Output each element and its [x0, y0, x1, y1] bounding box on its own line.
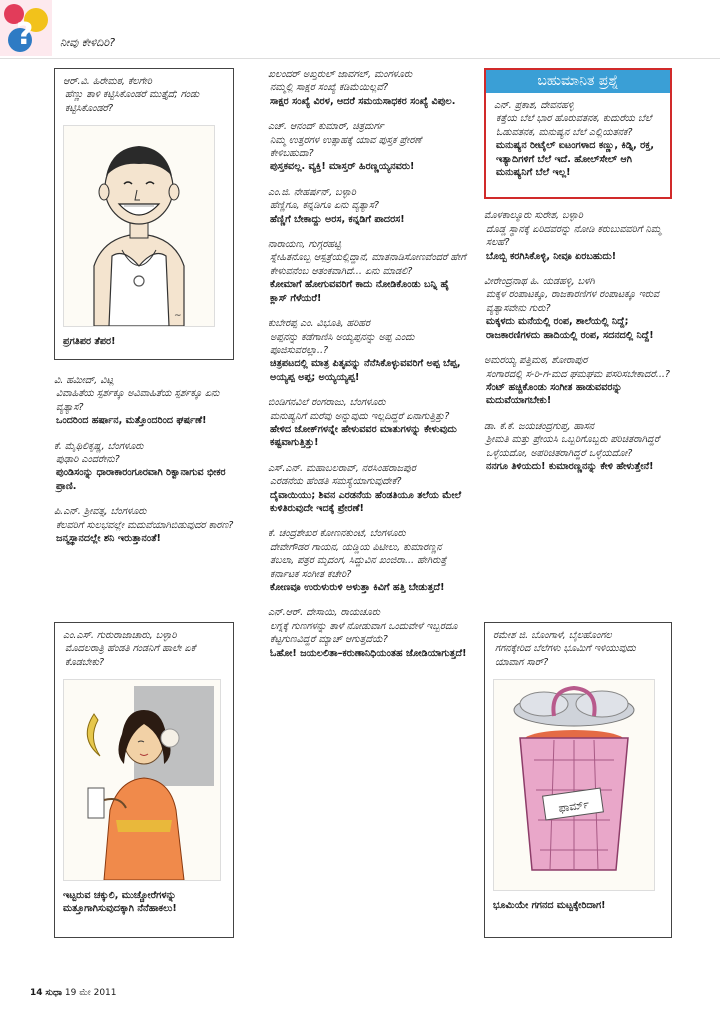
asker-name: ಅಮರಯ್ಯ ಪತ್ತಿಮಠ, ಶೋರಾಪುರ [484, 355, 588, 367]
page-title: ನೀವು ಕೇಳಿದಿರಿ? [60, 36, 116, 49]
asker-name: ಖಲಂದರ್ ಅಖ್ತರುಲ್ ಜಾವಗಲ್, ಮಂಗಳೂರು [268, 69, 413, 80]
answer-text: ಒಂದರಿಂದ ಹರ್ಷಾನ, ಮತ್ತೊಂದರಿಂದ ಘರ್ಷಣೆ! [56, 415, 207, 427]
asker-name: ಎಂ.ಜಿ. ನೇಹರ್ಷನ್, ಬಳ್ಳಾರಿ [268, 186, 356, 198]
question-text: ಹೆಣ್ಣು ತಾಳಿ ಕಟ್ಟಿಸಿಕೊಂಡರೆ ಮುತ್ತೈದೆ; ಗಂಡು ಕಟ್ಟಿಸಿಕೊಂಡರೆ? [65, 89, 200, 114]
question-text: ಮಕ್ಕಳ ರಂಪಾಟಕ್ಕೂ, ರಾಜಕಾರಣಿಗಳ ರಂಪಾಟಕ್ಕೂ ಇರುವ ವ್ಯತ್ಯಾಸವೇನು ಗುರು? [486, 289, 660, 314]
qa-item [268, 120, 468, 174]
question-text: ವಿವಾಹಿತೆಯ ಸ್ಪರ್ಶಕ್ಕೂ ಅವಿವಾಹಿತೆಯ ಸ್ಪರ್ಶಕ್ಕೂ ಏನು ವ್ಯತ್ಯಾಸ? [56, 388, 220, 413]
answer-text: ದೈವಾಯಿಯು; ಶಿವನ ಎರಡನೆಯ ಹೆಂಡತಿಯೂ ತಲೆಯ ಮೇಲೆ ಕುಳಿತಿರುವುದೇ ಇದಕ್ಕೆ ಪ್ರೇರಣೆ! [270, 489, 462, 514]
answer-text: ಕೋಮಾಗೆ ಹೋಗುವವರಿಗೆ ಕಾದು ನೋಡಿಕೊಂಡು ಬನ್ನಿ ಹೈ ಕ್ಲಾಸ್ ಗೆಳೆಯರೆ! [270, 279, 450, 304]
question-text: ಪುಢಾರಿ ಎಂದರೇನು? [56, 454, 120, 466]
qa-item [484, 275, 672, 342]
qa-item [268, 68, 468, 108]
prize-question-title: ಬಹುಮಾನಿತ ಪ್ರಶ್ನೆ [486, 70, 670, 93]
answer-text: ಕೋಣವೂ ಉರುಳುರುಳಿ ಅಳುತ್ತಾ ಕಿವಿಗೆ ಹತ್ತಿ ಬೇಡುತ್ತದೆ! [270, 582, 445, 593]
asker-name: ನಾರಾಯಣ, ಗುಗ್ಗರಹಟ್ಟಿ [268, 239, 342, 251]
cartoon-box-2 [54, 622, 234, 938]
floating-grocery-bag-cartoon [493, 679, 655, 891]
question-text: ದೇವೇಗೌಡರ ಗಾಯನ, ಯಡ್ಡಿಯ ಪಿಟೀಲು, ಕುಮಾರಣ್ಣನ ತಬಲಾ, ಪತ್ರರ ಮೃದಂಗ, ಸಿದ್ದುವಿನ ಖಂಜಿರಾ... ಹೇಗಿರುತ್ತೆ ಕರ್ನಾಟಕ ಸಂಗೀತ ಕಚೇರಿ? [270, 541, 447, 580]
qa-item [54, 374, 234, 428]
qa-item [484, 420, 672, 474]
question-text: ಹೆಣ್ಣಿಗೂ, ಕನ್ನಡಿಗೂ ಏನು ವ್ಯತ್ಯಾಸ? [270, 200, 380, 212]
answer-text: ಪುಸ್ತಕವಲ್ಲ. ವ್ಯಕ್ತಿ! ಮಾಸ್ತರ್ ಹಿರಣ್ಣಯ್ಯನವರು! [270, 161, 415, 173]
qa-item [268, 462, 468, 516]
header-divider [0, 58, 720, 59]
cartoon-caption: ಇಟ್ಟರುವ ಚಕ್ಕುಲಿ, ಮುಚ್ಚೋರೆಗಳನ್ನು ಮತ್ತೂಗಾಗಿಸುವುದಕ್ಕಾಗಿ ನೆನೆಹಾಕಲು! [63, 890, 177, 915]
answer-text: ಹೆಣ್ಣಿಗೆ ಬೇಕಾದ್ದು ಅರಸ, ಕನ್ನಡಿಗೆ ಪಾದರಸ! [270, 213, 405, 225]
asker-name: ಪಿ.ಎನ್. ಶ್ರೀವತ್ಸ, ಬೆಂಗಳೂರು [54, 506, 147, 518]
issue-date: 19 ಮೇ 2011 [64, 988, 117, 998]
column-3 [484, 68, 672, 912]
asker-name: ಎಂ.ಎಸ್. ಗುರುರಾಜಾಚಾರು, ಬಳ್ಳಾರಿ [63, 630, 177, 641]
question-text: ಎರಡನೆಯ ಹೆಂಡತಿ ಸಮಸ್ಯೆಯಾಗುವುದೇಕೆ? [270, 476, 402, 488]
question-text: ಸ್ನೇಹಿತನೊಬ್ಬ ಆಸ್ಪತ್ರೆಯಲ್ಲಿದ್ದಾನೆ, ಮಾತನಾಡಿಸೋಣವೆಂದರೆ ಹೇಗೆ ಕೇಳುವನೆಂಬ ಆತಂಕವಾಗಿದೆ... ಏನು ಮಾಡಲಿ? [270, 252, 466, 277]
question-text: ಲಗ್ನಕ್ಕೆ ಗುಣಗಳನ್ನು ತಾಳೆ ನೋಡುವಾಗ ಒಂದುವೇಳೆ ಇಬ್ಬರದೂ ಕೆಟ್ಟಗುಣವಿದ್ದರೆ ಮ್ಯಾಚ್ ಆಗುತ್ತದೆಯೆ? [270, 620, 458, 646]
asker-name: ವಿ. ಹಮೀದ್, ವಿಟ್ಲ [54, 375, 114, 386]
qa-item [54, 440, 234, 494]
answer-text: ಪುಂಡಿಸಂನ್ನು ಧಾರಾಕಾರಂಗೂರವಾಗಿ ರಿಕ್ವಾನಾಗುವ ಭೀಕರ ಪ್ರಾಣಿ. [56, 467, 226, 492]
answer-text: ಚಿತ್ರಪಟದಲ್ಲಿ ಮಾತ್ರ ಪಿತೃವನ್ನು ನೆನೆಸಿಕೊಳ್ಳುವವರಿಗೆ ಅಪ್ಪ ಬೆಪ್ಪ, ಅಯ್ಯಪ್ಪ ಅಪ್ಪ; ಅಯ್ಯಯ್ಯಪ್ಪ! [270, 358, 461, 383]
question-text: ಸಂಗಾರದಲ್ಲಿ ಸ-ರಿ-ಗ-ಮದ ಘಮಘಮ ಪಸರಿಸಬೇಕಾದರೆ...? [486, 368, 671, 380]
question-text: ಕತ್ತೆಯ ಬೆಲೆ ಭಾರ ಹೊರುವತನಕ, ಕುದುರೆಯ ಬೆಲೆ ಓಡುವತನಕ, ಮನುಷ್ಯನ ಬೆಲೆ ಎಲ್ಲಿಯತನಕ? [496, 113, 652, 138]
page-number: 14 [30, 988, 43, 998]
qa-item [268, 396, 468, 450]
asker-name: ಮೊಳಕಾಲ್ಮೂರು ಸುರೇಶ, ಬಳ್ಳಾರಿ [484, 210, 583, 222]
column-2 [268, 68, 468, 672]
asker-name: ಕೆ. ಚಂದ್ರಶೇಖರ ಕೋಣನಕುಂಟೆ, ಬೆಂಗಳೂರು [268, 528, 406, 540]
asker-name: ವೀರೇಂದ್ರನಾಥ ಹಿ. ಯಡಹಳ್ಳಿ, ಬಳಗಿ [484, 276, 595, 288]
asker-name: ಬಿಂಡಿಗನವಿಲೆ ರಂಗರಾಜು, ಬೆಂಗಳೂರು [268, 397, 386, 409]
cartoon-caption: ಭೂಮಿಯೇ ಗಗನದ ಮಟ್ಟಕ್ಕೇರಿದಾಗ! [493, 900, 606, 912]
prize-question-box [484, 68, 672, 199]
qa-item [268, 317, 468, 384]
question-text: ದೊಡ್ಡ ಸ್ಥಾನಕ್ಕೆ ಏರಿದವರನ್ನು ನೋಡಿ ಕರುಬುವವರಿಗೆ ನಿಮ್ಮ ಸಲಹೆ? [486, 223, 662, 249]
qa-item [484, 209, 672, 263]
asker-name: ಎನ್. ಪ್ರಕಾಶ, ದೇವನಹಳ್ಳಿ [494, 100, 574, 111]
asker-name: ರಮೇಶ ಜಿ. ಬೊಂಗಾಳೆ, ಬೈಲಹೊಂಗಲ [493, 630, 612, 641]
svg-text:~: ~ [174, 311, 182, 322]
answer-text: ಮನುಷ್ಯನ ರೀಟೈಲ್ ಐಟಂಗಳಾದ ಕಣ್ಣು, ಕಿಡ್ನಿ, ರಕ್ತ, ಇತ್ಯಾದಿಗಳಿಗೆ ಬೆಲೆ ಇದೆ. ಹೋಲ್‌ಸೇಲ್ ಆಗಿ ಮನುಷ್ಯನಿಗೆ ಬೆಲೆ ಇಲ್ಲ! [496, 140, 655, 179]
question-text: ಕೆಲವರಿಗೆ ಸುಲಭವಲ್ಲೇ ಮದುವೆಯಾಗಿಬಿಡುವುದರ ಕಾರಣ? [56, 519, 234, 531]
qa-item [268, 238, 468, 305]
bride-with-milk-cartoon [63, 679, 221, 881]
magazine-logo-icon [0, 0, 52, 56]
asker-name: ಆರ್.ವಿ. ಹಿರೇಮಠ, ಕೆಲಗೇರಿ [63, 76, 152, 87]
asker-name: ಕೆ. ಮೈಥಿಲಿಕೃಷ್ಣ, ಬೆಂಗಳೂರು [54, 440, 144, 452]
question-text: ನಮ್ಮಲ್ಲಿ ಸಾಕ್ಷರ ಸಂಖ್ಯೆ ಕಡಿಮೆಯಿಲ್ಲವೆ? [270, 82, 389, 94]
svg-text:?: ? [16, 17, 34, 52]
cartoon-box-3 [484, 622, 672, 938]
asker-name: ಎನ್.ಆರ್. ದೇಸಾಯಿ, ರಾಯಚೂರು [268, 607, 381, 619]
smiling-man-cartoon [63, 125, 215, 327]
magazine-name: ಸುಧಾ [45, 988, 63, 998]
question-text: ಅಪ್ಪನನ್ನು ಕಡೆಗಾಣಿಸಿ ಅಯ್ಯಪ್ಪನನ್ನು ಅಪ್ಪ ಎಂದು ಪೂಜಿಸುವರಲ್ಲಾ..? [270, 331, 415, 356]
cartoon-caption: ಪ್ರಗತಿಪರ ತೆಪರ! [63, 336, 116, 348]
asker-name: ಎಚ್. ಆನಂದ್ ಕುಮಾರ್, ಚಿತ್ರದುರ್ಗ [268, 121, 384, 133]
asker-name: ಎಸ್.ಎನ್. ಮಹಾಬಲರಾವ್, ನರಸಿಂಹರಾಜಪುರ [268, 462, 417, 474]
bag-label: ಫಾರ್ಮ್ [557, 798, 590, 816]
page-footer [30, 988, 117, 998]
asker-name: ಕುಬೇರಪ್ಪ ಎಂ. ವಿಭೂತಿ, ಹರಿಹರ [268, 318, 371, 330]
answer-text: ಓಹೋ! ಜಯಲಲಿತಾ–ಕರುಣಾನಿಧಿಯಂತಹ ಜೋಡಿಯಾಗುತ್ತದೆ! [270, 647, 467, 659]
answer-text: ನನಗೂ ತಿಳಿಯದು! ಕುಮಾರಣ್ಣನನ್ನು ಕೇಳಿ ಹೇಳುತ್ತೇನೆ! [486, 460, 654, 472]
column-1 [54, 68, 234, 915]
answer-text: ಸಾಕ್ಷರ ಸಂಖ್ಯೆ ವಿರಳ, ಆದರೆ ಸಮಯಸಾಧಕರ ಸಂಖ್ಯೆ ವಿಪುಲ. [270, 95, 456, 107]
cartoon-box-1 [54, 68, 234, 360]
answer-text: ಸೆಂಟ್ ಹಚ್ಚಿಕೊಂಡು ಸಂಗೀತ ಹಾಡುವವರನ್ನು ಮದುವೆಯಾಗಬೇಕು! [486, 381, 623, 407]
question-text: ಶ್ರೀಮತಿ ಮತ್ತು ಪ್ರೇಯಸಿ ಒಬ್ಬರಿಗೊಬ್ಬರು ಪರಿಚಿತರಾಗಿದ್ದರೆ ಒಳ್ಳೆಯದೋ, ಅಪರಿಚಿತರಾಗಿದ್ದರೆ ಒಳ್ಳೆಯದೋ? [486, 434, 660, 459]
qa-item [54, 505, 234, 545]
answer-text: ಬೊಬ್ಬಿ ಕರಗಿಸಿಕೊಳ್ಳಿ, ನೀವೂ ಏರಬಹುದು! [486, 250, 617, 262]
answer-text: ಮಕ್ಕಳದು ಮನೆಯಲ್ಲಿ ರಂಪ, ಶಾಲೆಯಲ್ಲಿ ನಿದ್ದೆ; ರಾಜಕಾರಣಿಗಳದು ಹಾದಿಯಲ್ಲಿ ರಂಪ, ಸದನದಲ್ಲಿ ನಿದ್ದೆ! [486, 316, 654, 341]
qa-item [268, 527, 468, 594]
question-text: ನಿಮ್ಮ ಉತ್ತರಗಳ ಉತ್ಸಾಹಕ್ಕೆ ಯಾವ ಪುಸ್ತಕ ಪ್ರೇರಣೆ ಕೇಳಿಬಹುದಾ? [270, 134, 422, 160]
asker-name: ಡಾ. ಕೆ.ಕೆ. ಜಯಚಂದ್ರಗುಪ್ತ, ಹಾಸನ [484, 420, 595, 432]
question-text: ಮನುಷ್ಯನಿಗೆ ಮರೆವು ಅನ್ನುವುದು ಇಲ್ಲದಿದ್ದರೆ ಏನಾಗುತ್ತಿತ್ತು? [270, 410, 450, 422]
question-text: ಗಗನಕ್ಕೇರಿದ ಬೆಲೆಗಳು ಭೂಮಿಗೆ ಇಳಿಯುವುದು ಯಾವಾಗ ಸಾರ್? [495, 643, 636, 668]
qa-item [484, 354, 672, 408]
qa-item [268, 186, 468, 226]
question-text: ಮೊದಲರಾತ್ರಿ ಹೆಂಡತಿ ಗಂಡನಿಗೆ ಹಾಲೇ ಏಕೆ ಕೊಡಬೇಕು? [65, 643, 196, 668]
answer-text: ಹೇಳಿದ ಜೋಕ್‌ಗಳನ್ನೇ ಹೇಳುವವರ ಮಾತುಗಳನ್ನು ಕೇಳುವುದು ಕಷ್ಟವಾಗುತ್ತಿತ್ತು! [270, 423, 457, 449]
answer-text: ಜನ್ಮಸ್ಥಾನದಲ್ಲೇ ಶನಿ ಇರುತ್ತಾನಂತೆ! [56, 533, 161, 545]
qa-item [268, 606, 468, 660]
